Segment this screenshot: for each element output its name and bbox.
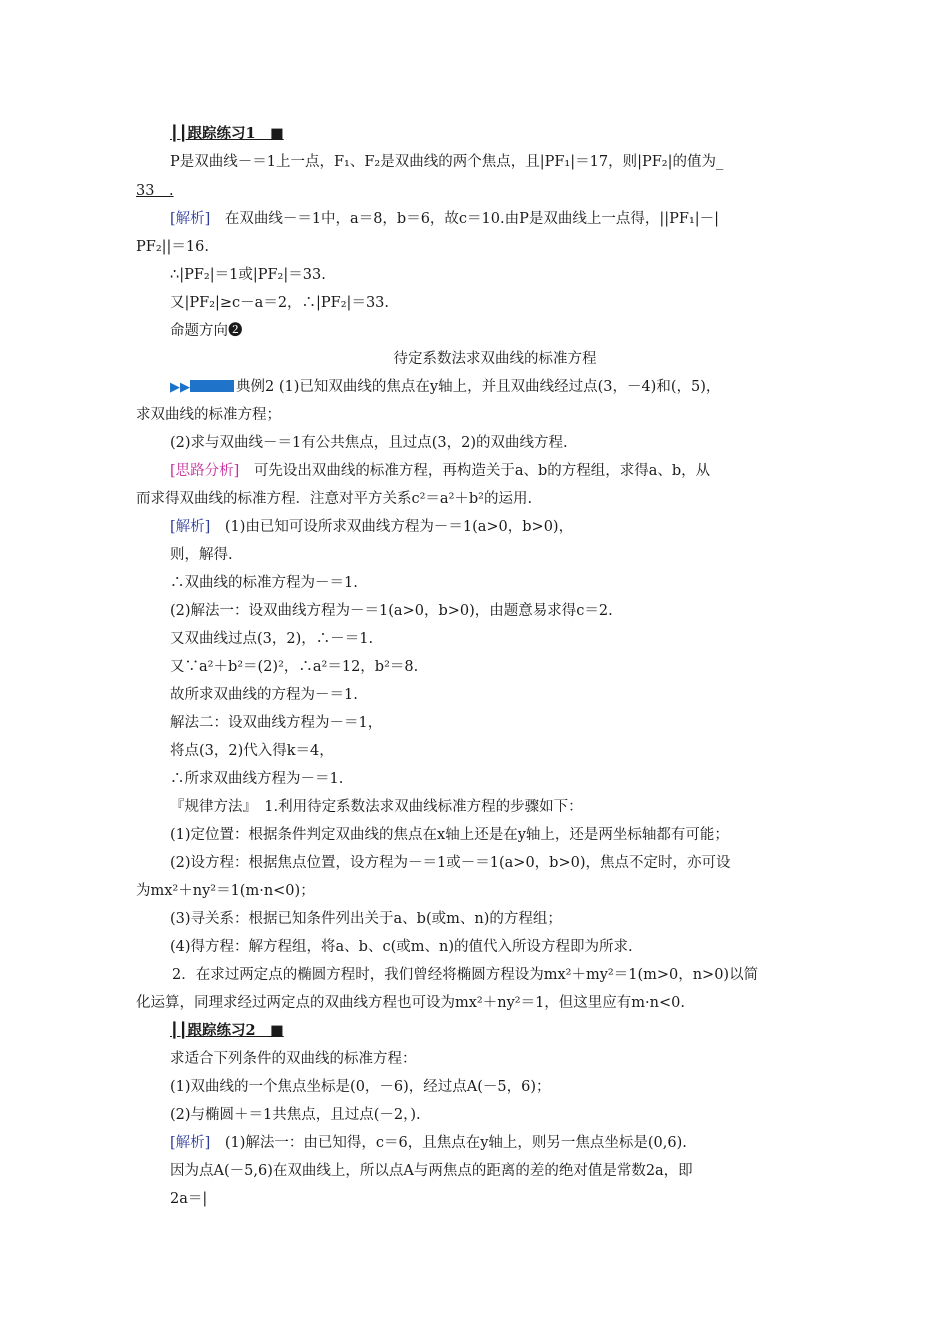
analysis-2-line-8: 解法二：设双曲线方程为－＝1， <box>170 715 383 731</box>
analysis-2-line-2: 则，解得. <box>170 547 233 563</box>
practice-2-line-1: 求适合下列条件的双曲线的标准方程： <box>170 1051 417 1067</box>
analysis-2-line-7: 故所求双曲线的方程为－＝1. <box>170 687 358 703</box>
analysis-3-line-2: 因为点A(－5,6)在双曲线上，所以点A与两焦点的距离的差的绝对值是常数2a，即 <box>170 1163 693 1179</box>
practice-2-line-3: (2)与椭圆＋＝1共焦点，且过点(－2，). <box>170 1107 421 1123</box>
example-2-line-3: (2)求与双曲线－＝1有公共焦点，且过点(3，2)的双曲线方程. <box>170 435 568 451</box>
method-line-8: 化运算，同理求经过两定点的双曲线方程也可设为mx²＋ny²＝1，但这里应有m·n<0. <box>136 995 685 1011</box>
analysis-2-line-6: 又∵a²＋b²＝(2)²，∴a²＝12，b²＝8. <box>170 659 419 675</box>
practice-heading-2: ┃┃跟踪练习2 ■ <box>170 1022 284 1039</box>
thinking-analysis-line-2: 而求得双曲线的标准方程．注意对平方关系c²＝a²＋b²的运用. <box>136 491 533 507</box>
analysis-2-line-5: 又双曲线过点(3，2)，∴－＝1. <box>170 631 374 647</box>
example-badge <box>190 380 234 392</box>
analysis-2-line-1: [解析] (1)由已知可设所求双曲线方程为－＝1(a>0，b>0)， <box>170 519 574 535</box>
analysis-3-line-1: [解析] (1)解法一：由已知得，c＝6，且焦点在y轴上，则另一焦点坐标是(0,6). <box>170 1135 687 1151</box>
analysis-1-line-1: [解析] 在双曲线－＝1中，a＝8，b＝6，故c＝10.由P是双曲线上一点得，||PF₁|－| <box>170 211 720 227</box>
method-line-5: (3)寻关系：根据已知条件列出关于a、b(或m、n)的方程组； <box>170 911 562 927</box>
method-line-7: 2．在求过两定点的椭圆方程时，我们曾经将椭圆方程设为mx²＋my²＝1(m>0，n>0)以简 <box>172 967 759 983</box>
method-line-6: (4)得方程：解方程组，将a、b、c(或m、n)的值代入所设方程即为所求. <box>170 939 633 955</box>
analysis-1-line-2: PF₂||＝16. <box>136 239 209 255</box>
example-2-line-2: 求双曲线的标准方程； <box>136 407 281 423</box>
analysis-1-line-4: 又|PF₂|≥c－a＝2，∴|PF₂|＝33. <box>170 295 390 311</box>
method-line-4: 为mx²＋ny²＝1(m·n<0)； <box>136 883 315 899</box>
topic-direction-2: 命题方向❷ <box>170 323 243 339</box>
practice-1-answer: 33 . <box>136 183 174 199</box>
method-line-2: (1)定位置：根据条件判定双曲线的焦点在x轴上还是在y轴上，还是两坐标轴都有可能； <box>170 827 729 843</box>
thinking-analysis-line-1: [思路分析] 可先设出双曲线的标准方程，再构造关于a、b的方程组，求得a、b，从 <box>170 463 711 479</box>
double-arrow-icon: ▶▶ <box>170 380 190 395</box>
method-line-1: 『规律方法』 1.利用待定系数法求双曲线标准方程的步骤如下： <box>170 799 583 815</box>
method-line-3: (2)设方程：根据焦点位置，设方程为－＝1或－＝1(a>0，b>0)，焦点不定时，亦可设 <box>170 855 731 871</box>
section-title: 待定系数法求双曲线的标准方程 <box>393 351 597 367</box>
analysis-2-line-4: (2)解法一：设双曲线方程为－＝1(a>0，b>0)，由题意易求得c＝2. <box>170 603 613 619</box>
practice-1-question: P是双曲线－＝1上一点，F₁、F₂是双曲线的两个焦点，且|PF₁|＝17，则|PF₂|的值为_ <box>170 154 724 170</box>
analysis-1-line-3: ∴|PF₂|＝1或|PF₂|＝33. <box>170 267 326 283</box>
analysis-3-line-3: 2a＝| <box>170 1191 208 1207</box>
example-2-line-1: ▶▶ 典例2 (1)已知双曲线的焦点在y轴上，并且双曲线经过点(3，－4)和(，5)， <box>170 379 721 395</box>
practice-2-line-2: (1)双曲线的一个焦点坐标是(0，－6)，经过点A(－5，6)； <box>170 1079 551 1095</box>
practice-heading-1: ┃┃跟踪练习1 ■ <box>170 125 284 142</box>
analysis-2-line-3: ∴双曲线的标准方程为－＝1. <box>170 575 358 591</box>
analysis-2-line-9: 将点(3，2)代入得k＝4， <box>170 743 334 759</box>
analysis-2-line-10: ∴所求双曲线方程为－＝1. <box>170 771 344 787</box>
